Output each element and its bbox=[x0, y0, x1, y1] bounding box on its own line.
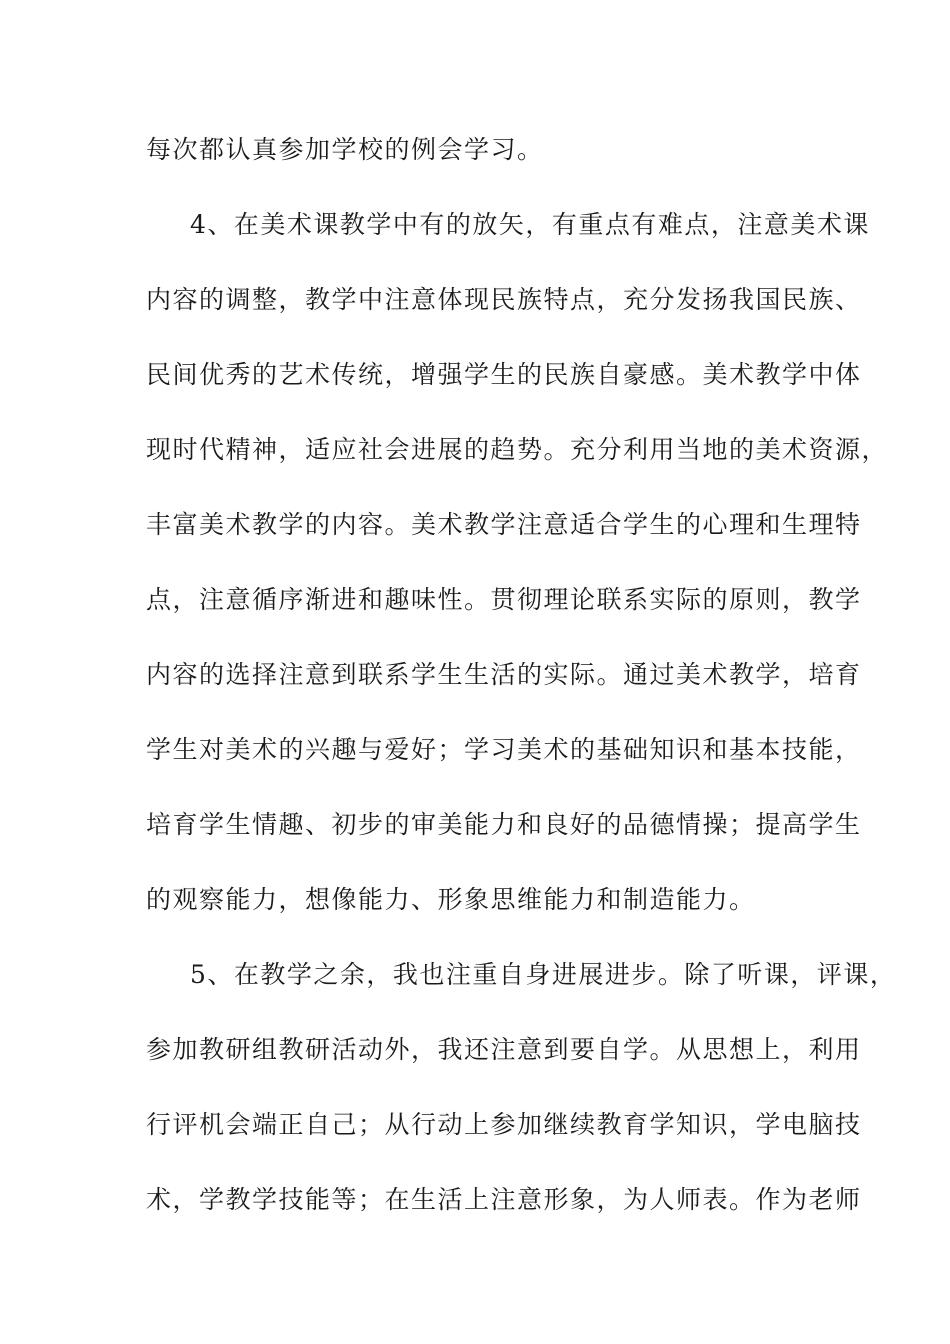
paragraph-4-line-10: 的观察能力，想像能力、形象思维能力和制造能力。 bbox=[146, 885, 756, 914]
paragraph-5-line-3: 行评机会端正自己；从行动上参加继续教育学知识，学电脑技 bbox=[146, 1110, 862, 1139]
paragraph-4-line-2: 内容的调整，教学中注意体现民族特点，充分发扬我国民族、 bbox=[146, 285, 862, 314]
paragraph-5-line-2: 参加教研组教研活动外，我还注意到要自学。从思想上，利用 bbox=[146, 1035, 862, 1064]
paragraph-4-line-5: 丰富美术教学的内容。美术教学注意适合学生的心理和生理特 bbox=[146, 510, 862, 539]
paragraph-4-line-1: 4、在美术课教学中有的放矢，有重点有难点，注意美术课 bbox=[190, 210, 870, 239]
text-line-1: 每次都认真参加学校的例会学习。 bbox=[146, 135, 544, 164]
paragraph-5-line-1: 5、在教学之余，我也注重自身进展进步。除了听课，评课， bbox=[190, 960, 897, 989]
paragraph-4-line-3: 民间优秀的艺术传统，增强学生的民族自豪感。美术教学中体 bbox=[146, 360, 862, 389]
paragraph-4-line-6: 点，注意循序渐进和趣味性。贯彻理论联系实际的原则，教学 bbox=[146, 585, 862, 614]
paragraph-4-line-7: 内容的选择注意到联系学生生活的实际。通过美术教学，培育 bbox=[146, 660, 862, 689]
paragraph-5-line-4: 术，学教学技能等；在生活上注意形象，为人师表。作为老师 bbox=[146, 1185, 862, 1214]
paragraph-4-line-4: 现时代精神，适应社会进展的趋势。充分利用当地的美术资源， bbox=[146, 435, 889, 464]
paragraph-4-line-8: 学生对美术的兴趣与爱好；学习美术的基础知识和基本技能， bbox=[146, 735, 862, 764]
paragraph-4-line-9: 培育学生情趣、初步的审美能力和良好的品德情操；提高学生 bbox=[146, 810, 862, 839]
